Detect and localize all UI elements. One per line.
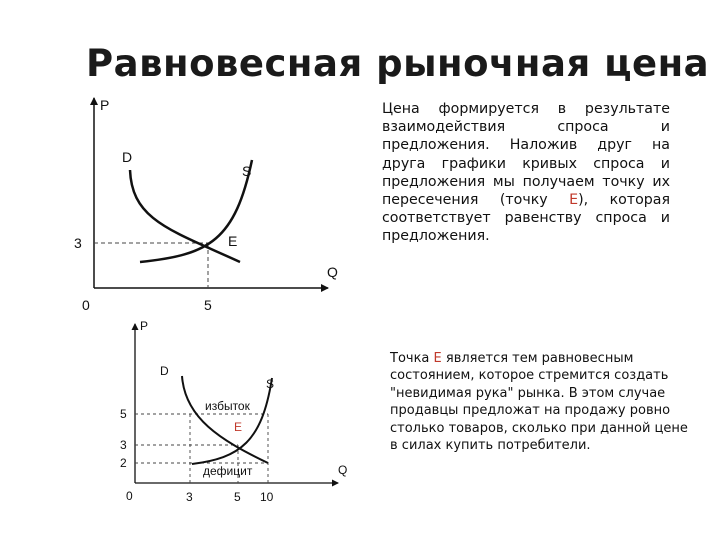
equilibrium-label: E bbox=[228, 233, 238, 249]
paragraph-1-text-after: ), которая соответствует равенству спроса и предложения. bbox=[382, 192, 671, 245]
paragraph-2-highlight: Е bbox=[433, 351, 442, 366]
quantity-tick-3: 3 bbox=[186, 490, 193, 504]
paragraph-2-text-after: является тем равновесным состоянием, которое стремится создать "невидимая рука" рынка. В этом случае продавцы предложат на продажу ровно столько товаров, сколько при данной цене в силах купить потребители. bbox=[390, 351, 688, 454]
quantity-tick-5: 5 bbox=[234, 490, 241, 504]
supply-label: S bbox=[266, 377, 275, 391]
supply-demand-graph-1 bbox=[60, 90, 360, 322]
supply-label: S bbox=[242, 163, 252, 179]
origin-label: 0 bbox=[82, 297, 90, 313]
paragraph-2-text-before: Точка bbox=[390, 351, 434, 366]
price-tick-3: 3 bbox=[120, 438, 127, 452]
supply-curve bbox=[192, 377, 275, 464]
explanation-paragraph-1 bbox=[382, 100, 670, 246]
q-axis-label: Q bbox=[327, 264, 338, 280]
surplus-label: избыток bbox=[205, 399, 250, 413]
price-tick-5: 5 bbox=[120, 407, 127, 421]
p-axis-label: P bbox=[140, 319, 149, 333]
p-axis-label: P bbox=[100, 97, 110, 113]
quantity-tick-10: 10 bbox=[260, 490, 274, 504]
demand-label: D bbox=[160, 364, 169, 378]
demand-curve bbox=[182, 376, 268, 463]
q-axis-label: Q bbox=[338, 463, 348, 477]
demand-label: D bbox=[122, 149, 133, 165]
supply-demand-graph-2 bbox=[110, 318, 360, 513]
paragraph-1-text-before: Цена формируется в результате взаимодействия спроса и предложения. Наложив друг на друга графики кривых спроса и предложения мы получаем точку их пересечения (точку bbox=[382, 101, 670, 209]
demand-curve bbox=[130, 170, 240, 262]
price-tick-2: 2 bbox=[120, 456, 127, 470]
price-tick-label: 3 bbox=[74, 235, 82, 251]
deficit-label: дефицит bbox=[203, 464, 253, 478]
explanation-paragraph-2 bbox=[390, 350, 690, 454]
slide-title: Равновесная рыночная цена bbox=[86, 42, 710, 85]
equilibrium-label: E bbox=[234, 420, 243, 434]
paragraph-1-highlight: Е bbox=[569, 192, 579, 209]
origin-label: 0 bbox=[126, 489, 133, 503]
quantity-tick-label: 5 bbox=[204, 297, 212, 313]
